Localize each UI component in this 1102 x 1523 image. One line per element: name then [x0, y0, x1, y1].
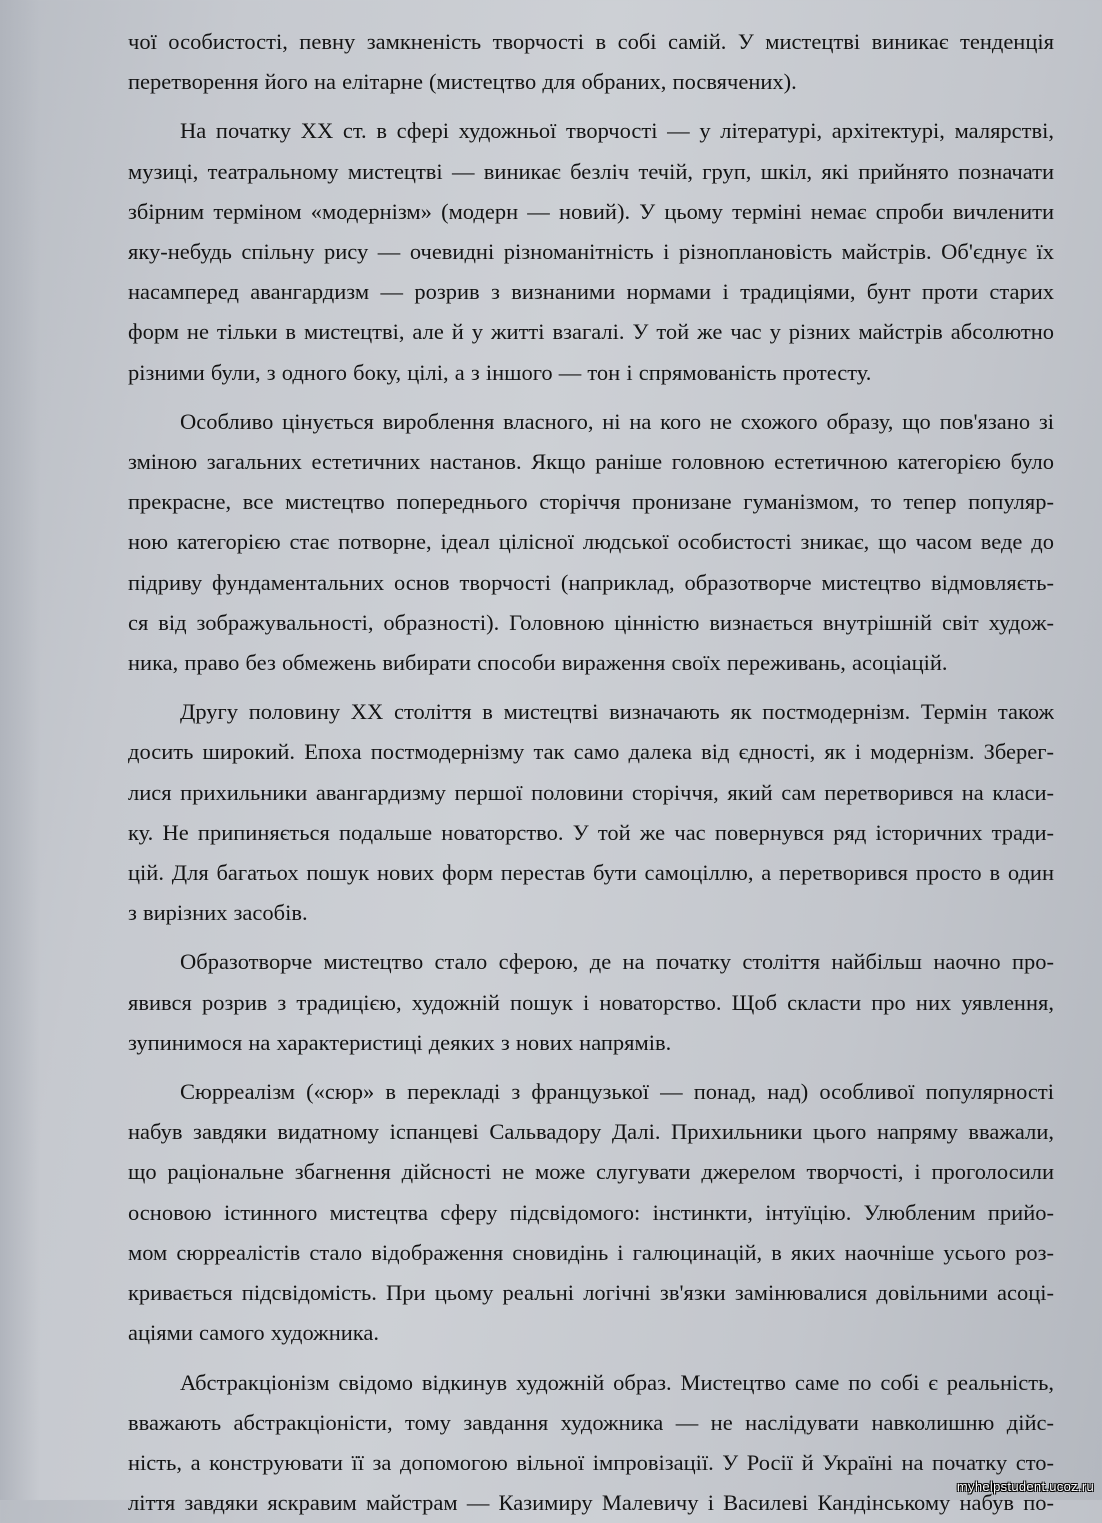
text-line: основою істинного мистецтва сферу підсвідомого: інстинкти, інтуїцію. Улюбленим прийо-	[128, 1193, 1054, 1233]
text-line: ність, а конструювати її за допомогою вільної імпровізації. У Росії й Україні на початку сто-	[128, 1443, 1054, 1483]
paragraph	[128, 402, 1054, 683]
text-line: ною категорією стає потворне, ідеал цілісної людської особистості зникає, що часом веде до	[128, 522, 1054, 562]
text-line: аціями самого художника.	[128, 1313, 1054, 1353]
text-line: з вирізних засобів.	[128, 893, 1054, 933]
text-line: музиці, театральному мистецтві — виникає безліч течій, груп, шкіл, які прийнято позначати	[128, 152, 1054, 192]
text-line: кривається підсвідомість. При цьому реальні логічні зв'язки замінювалися довільними асоці-	[128, 1273, 1054, 1313]
site-watermark: myhelpstudent.ucoz.ru	[957, 1479, 1094, 1494]
text-line: підриву фундаментальних основ творчості (наприклад, образотворче мистецтво відмовляєть-	[128, 563, 1054, 603]
paragraph	[128, 942, 1054, 1063]
text-line: ліття завдяки яскравим майстрам — Казимиру Малевичу і Василеві Кандінському набув по-	[128, 1483, 1054, 1523]
text-line: вважають абстракціоністи, тому завдання художника — не наслідувати навколишню дійс-	[128, 1403, 1054, 1443]
text-line: ника, право без обмежень вибирати способи вираження своїх переживань, асоціацій.	[128, 643, 1054, 683]
text-line: чої особистості, певну замкненість творчості в собі самій. У мистецтві виникає тенденція	[128, 22, 1054, 62]
document-body	[128, 0, 1054, 1523]
text-line: Другу половину XX століття в мистецтві визначають як постмодернізм. Термін також	[128, 692, 1054, 732]
text-line: Образотворче мистецтво стало сферою, де на початку століття найбільш наочно про-	[128, 942, 1054, 982]
text-line: зупинимося на характеристиці деяких з нових напрямів.	[128, 1023, 1054, 1063]
paragraph	[128, 692, 1054, 933]
text-line: яку-небудь спільну рису — очевидні різноманітність і різноплановість майстрів. Об'єднує їх	[128, 232, 1054, 272]
text-line: Сюрреалізм («сюр» в перекладі з французької — понад, над) особливої популярності	[128, 1072, 1054, 1112]
text-line: На початку XX ст. в сфері художньої творчості — у літературі, архітектурі, малярстві,	[128, 111, 1054, 151]
text-line: перетворення його на елітарне (мистецтво для обраних, посвячених).	[128, 62, 1054, 102]
text-line: що раціональне збагнення дійсності не може слугувати джерелом творчості, і проголосили	[128, 1152, 1054, 1192]
text-line: ся від зображувальності, образності). Головною цінністю визнається внутрішній світ худож-	[128, 603, 1054, 643]
text-line: Особливо цінується вироблення власного, ні на кого не схожого образу, що пов'язано зі	[128, 402, 1054, 442]
text-line: набув завдяки видатному іспанцеві Сальвадору Далі. Прихильники цього напряму вважали,	[128, 1112, 1054, 1152]
text-line: явився розрив з традицією, художній пошук і новаторство. Щоб скласти про них уявлення,	[128, 983, 1054, 1023]
text-line: збірним терміном «модернізм» (модерн — новий). У цьому терміні немає спроби вичленити	[128, 192, 1054, 232]
paragraph	[128, 22, 1054, 102]
text-line: Абстракціонізм свідомо відкинув художній образ. Мистецтво саме по собі є реальність,	[128, 1363, 1054, 1403]
paragraph	[128, 1072, 1054, 1353]
text-line: зміною загальних естетичних настанов. Якщо раніше головною естетичною категорією було	[128, 442, 1054, 482]
text-line: форм не тільки в мистецтві, але й у житті взагалі. У той же час у різних майстрів абсолютно	[128, 312, 1054, 352]
paragraph	[128, 1363, 1054, 1523]
text-line: ку. Не припиняється подальше новаторство. У той же час повернувся ряд історичних тради-	[128, 813, 1054, 853]
text-line: досить широкий. Епоха постмодернізму так само далека від єдності, як і модернізм. Зберег-	[128, 732, 1054, 772]
text-line: прекрасне, все мистецтво попереднього сторіччя пронизане гуманізмом, то тепер популяр-	[128, 482, 1054, 522]
text-line: лися прихильники авангардизму першої половини сторіччя, який сам перетворився на класи-	[128, 773, 1054, 813]
text-line: насамперед авангардизм — розрив з визнаними нормами і традиціями, бунт проти старих	[128, 272, 1054, 312]
text-line: мом сюрреалістів стало відображення сновидінь і галюцинацій, в яких наочніше усього роз-	[128, 1233, 1054, 1273]
text-line: різними були, з одного боку, цілі, а з іншого — тон і спрямованість протесту.	[128, 353, 1054, 393]
text-line: цій. Для багатьох пошук нових форм перестав бути самоціллю, а перетворився просто в один	[128, 853, 1054, 893]
paragraph	[128, 111, 1054, 392]
